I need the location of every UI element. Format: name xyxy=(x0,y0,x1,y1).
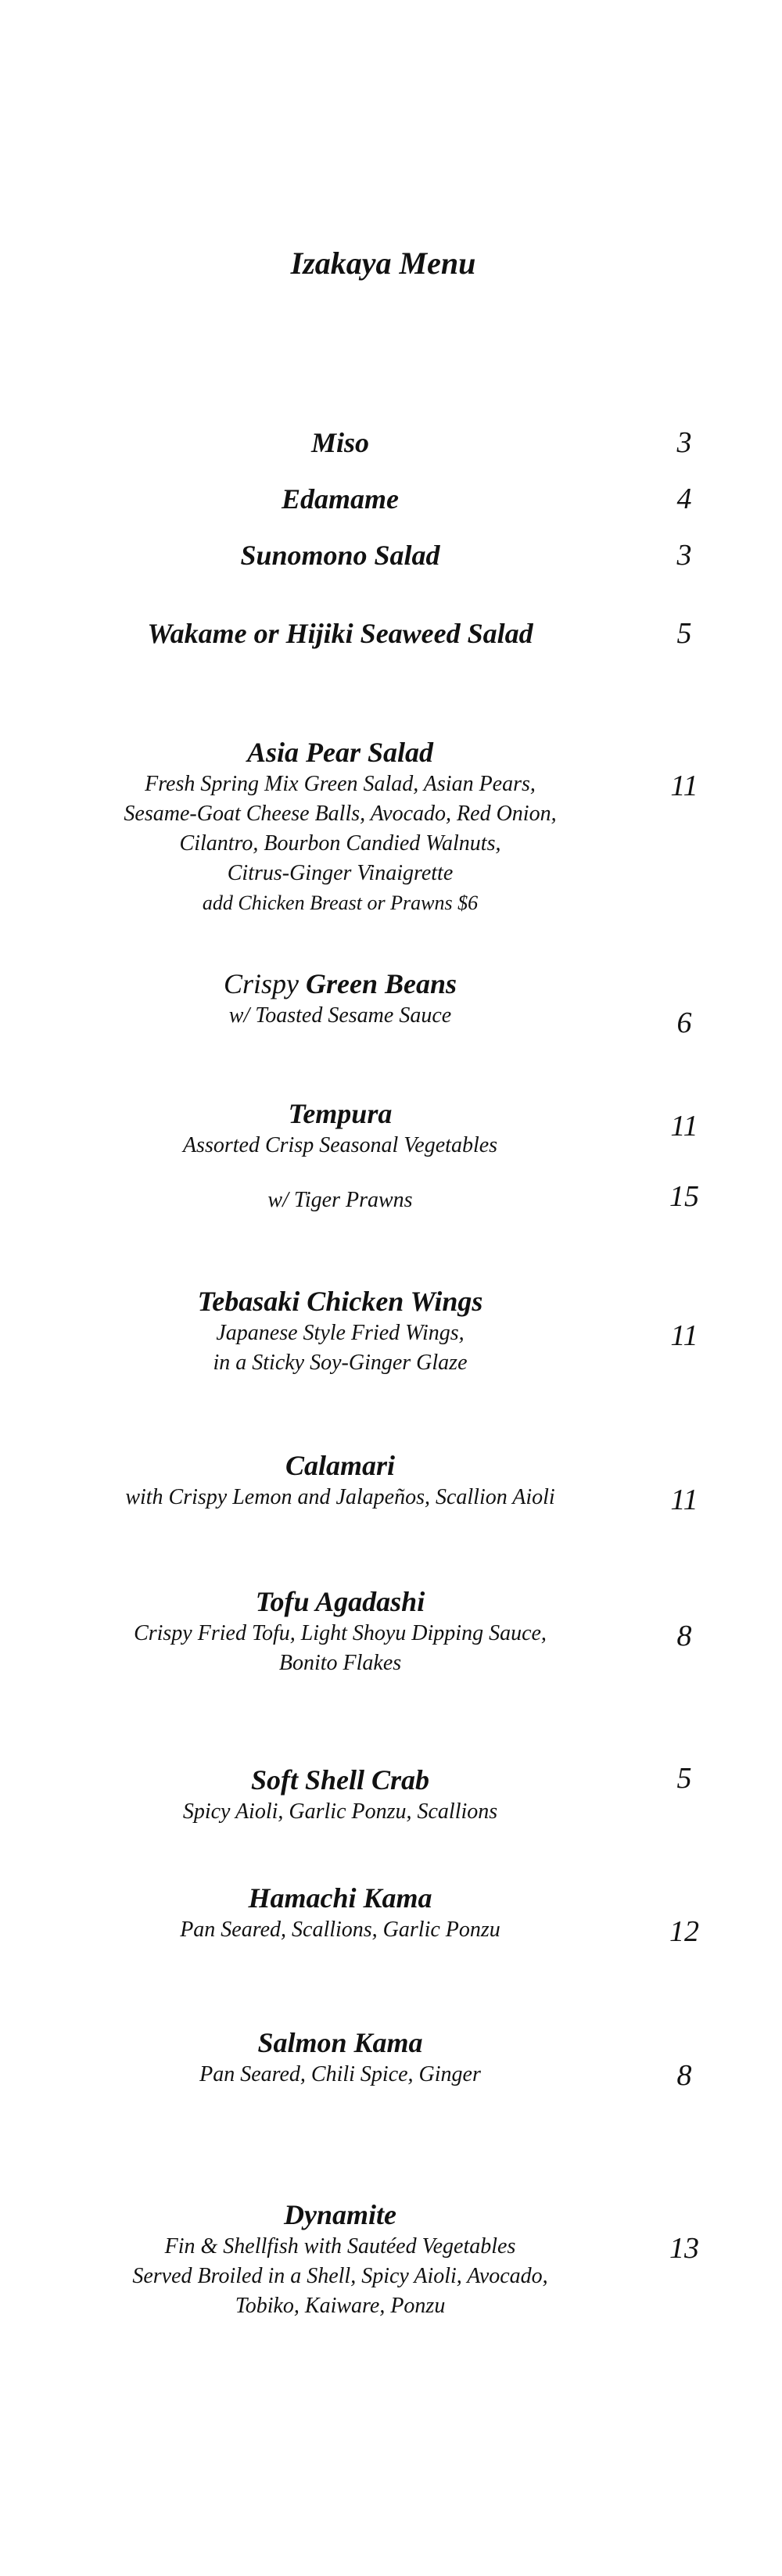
item-price: 11 xyxy=(670,1319,698,1352)
item-variant-price: 15 xyxy=(669,1180,699,1213)
item-name: Edamame xyxy=(282,483,399,515)
menu-item-crispy-green-beans xyxy=(78,967,602,1031)
menu-item-edamame xyxy=(78,482,602,516)
menu-item-dynamite xyxy=(78,2197,602,2321)
item-description: Pan Seared, Chili Spice, Ginger xyxy=(199,2062,481,2086)
item-description: Crispy Fried Tofu, Light Shoyu Dipping Sauce, xyxy=(134,1621,547,1645)
item-addon: add Chicken Breast or Prawns $6 xyxy=(202,892,479,914)
item-variant: w/ Tiger Prawns xyxy=(267,1188,413,1212)
item-description: Citrus-Ginger Vinaigrette xyxy=(227,861,454,885)
item-price: 13 xyxy=(669,2232,699,2265)
item-description: Fresh Spring Mix Green Salad, Asian Pears, xyxy=(145,772,536,796)
menu-item-tebasaki-chicken-wings xyxy=(78,1284,602,1378)
item-price: 12 xyxy=(669,1915,699,1948)
item-price: 11 xyxy=(670,1484,698,1516)
item-description: Tobiko, Kaiware, Ponzu xyxy=(235,2294,446,2318)
item-price: 3 xyxy=(676,539,692,572)
menu-item-sunomono-salad xyxy=(78,538,602,572)
item-price: 11 xyxy=(670,1110,698,1143)
item-price: 5 xyxy=(676,1762,692,1795)
item-name: Soft Shell Crab xyxy=(250,1764,430,1796)
item-price: 3 xyxy=(676,426,692,459)
item-name: Wakame or Hijiki Seaweed Salad xyxy=(147,618,533,649)
menu-item-seaweed-salad xyxy=(78,616,602,651)
menu-item-miso xyxy=(78,425,602,460)
menu-item-variant xyxy=(78,1186,602,1215)
item-name: Dynamite xyxy=(284,2199,396,2230)
item-description: w/ Toasted Sesame Sauce xyxy=(228,1003,452,1028)
menu-item-soft-shell-crab xyxy=(78,1763,602,1827)
item-name xyxy=(78,967,602,1001)
item-price: 4 xyxy=(676,483,692,515)
menu-item-tempura xyxy=(78,1096,602,1161)
menu-item-salmon-kama xyxy=(78,2025,602,2090)
item-name: Sunomono Salad xyxy=(240,540,440,571)
item-price: 6 xyxy=(676,1006,692,1039)
item-description: Spicy Aioli, Garlic Ponzu, Scallions xyxy=(182,1799,498,1824)
menu-item-calamari xyxy=(78,1448,602,1512)
menu-item-tofu-agadashi xyxy=(78,1584,602,1678)
item-name: Tebasaki Chicken Wings xyxy=(197,1286,483,1317)
item-price: 11 xyxy=(670,770,698,802)
item-name: Hamachi Kama xyxy=(248,1882,432,1914)
page-title: Izakaya Menu xyxy=(290,246,476,281)
item-price: 8 xyxy=(676,2059,692,2092)
item-description: Sesame-Goat Cheese Balls, Avocado, Red Onion, xyxy=(124,802,557,826)
item-name: Miso xyxy=(310,427,370,458)
menu-item-asia-pear-salad xyxy=(78,735,602,918)
item-price: 5 xyxy=(676,617,692,650)
item-description: Cilantro, Bourbon Candied Walnuts, xyxy=(179,831,501,856)
item-name: Salmon Kama xyxy=(257,2027,423,2058)
item-description: Served Broiled in a Shell, Spicy Aioli, Avocado, xyxy=(132,2264,548,2288)
item-name: Asia Pear Salad xyxy=(246,737,434,768)
item-description: Bonito Flakes xyxy=(278,1651,402,1675)
menu-item-hamachi-kama xyxy=(78,1881,602,1945)
item-name-main: Green Beans xyxy=(306,968,457,999)
item-description: Japanese Style Fried Wings, xyxy=(216,1321,465,1345)
item-description: Pan Seared, Scallions, Garlic Ponzu xyxy=(180,1918,500,1942)
item-name: Tempura xyxy=(288,1098,393,1129)
item-name: Calamari xyxy=(285,1450,396,1481)
item-name-prefix: Crispy xyxy=(223,968,299,999)
item-price: 8 xyxy=(676,1620,692,1652)
item-description: in a Sticky Soy-Ginger Glaze xyxy=(213,1351,468,1375)
item-description: Fin & Shellfish with Sautéed Vegetables xyxy=(164,2234,516,2258)
item-description: with Crispy Lemon and Jalapeños, Scallion Aioli xyxy=(125,1485,555,1509)
item-name: Tofu Agadashi xyxy=(255,1586,425,1617)
item-description: Assorted Crisp Seasonal Vegetables xyxy=(182,1133,498,1157)
